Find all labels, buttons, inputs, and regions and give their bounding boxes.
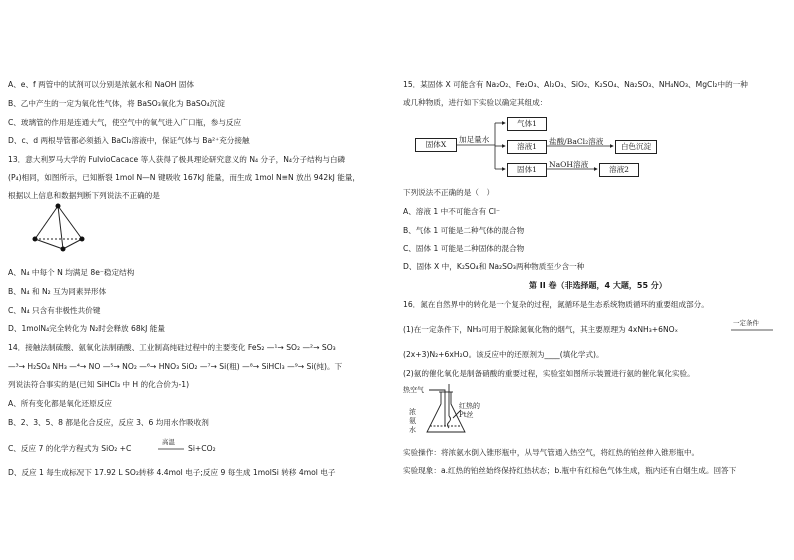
q15-stem-1: 15．某固体 X 可能含有 Na₂O₂、Fe₂O₃、Al₂O₃、SiO₂、K₂SO₄、Na₂SO₃、NH₄NO₃、MgCl₂中的一种: [403, 80, 748, 89]
q15-option-d: D、固体 X 中，K₂SO₄和 Na₂SO₃两种物质至少含一种: [403, 262, 585, 271]
q13-option-d: D、1molN₄完全转化为 N₂时会释放 68kJ 能量: [8, 324, 165, 333]
q16-stem: 16．氮在自然界中的转化是一个复杂的过程，氮循环是生态系统物质循环的重要组成部分。: [403, 300, 709, 309]
solution1-box: 溶液1: [507, 140, 547, 154]
solid-x-box: 固体X: [415, 138, 457, 152]
reaction-arrow: [158, 447, 186, 451]
conical-flask-apparatus: [417, 380, 477, 440]
gas1-box: 气体1: [507, 117, 547, 131]
q14-option-c-product: Si+CO₂: [188, 444, 216, 453]
q13-option-b: B、N₄ 和 N₂ 互为同素异形体: [8, 287, 107, 296]
solid1-box: 固体1: [507, 163, 547, 177]
n4-tetrahedron-figure: [30, 203, 90, 253]
q12-option-d: D、c、d 两根导管都必须插入 BaCl₂溶液中，保证气体与 Ba²⁺充分接触: [8, 136, 250, 145]
white-precipitate-box: 白色沉淀: [615, 140, 657, 154]
equilibrium-arrow: [731, 328, 775, 332]
q14-option-b: B、2、3、5、8 都是化合反应，反应 3、6 均用水作吸收剂: [8, 418, 209, 427]
q14-stem-1: 14．接触法制硫酸、氨氧化法制硝酸、工业制高纯硅过程中的主要变化 FeS₂ —¹→ SO₂ —²→ SO₃: [8, 343, 336, 352]
reagent1-label: 盐酸/BaCl₂溶液: [549, 137, 604, 146]
q12-option-a: A、e、f 两管中的试剂可以分别是浓氨水和 NaOH 固体: [8, 80, 195, 89]
q14-stem-3: 列说法符合事实的是(已知 SiHCl₃ 中 H 的化合价为-1): [8, 380, 190, 389]
q15-option-c: C、固体 1 可能是二种固体的混合物: [403, 244, 525, 253]
q14-option-c: C、反应 7 的化学方程式为 SiO₂ +C: [8, 444, 132, 453]
q16-part1: (1)在一定条件下，NH₃可用于脱除氮氧化物的烟气，其主要原理为 4xNH₃+6NOₓ: [403, 325, 679, 334]
q15-option-a: A、溶液 1 中不可能含有 Cl⁻: [403, 207, 501, 216]
q13-stem-3: 根据以上信息和数据判断下列说法不正确的是: [8, 191, 160, 200]
solution2-box: 溶液2: [599, 163, 639, 177]
q13-option-a: A、N₄ 中每个 N 均满足 8e⁻稳定结构: [8, 268, 135, 277]
add-water-label: 加足量水: [459, 135, 490, 144]
q14-option-d: D、反应 1 每生成标况下 17.92 L SO₂转移 4.4mol 电子;反应 9 每生成 1molSi 转移 4mol 电子: [8, 468, 336, 477]
q14-option-a: A、所有变化都是氧化还原反应: [8, 399, 112, 408]
q16-part1-cont: (2x+3)N₂+6xH₂O。该反应中的还原剂为____(填化学式)。: [403, 350, 604, 359]
q12-option-b: B、乙中产生的一定为氧化性气体，将 BaSO₃氧化为 BaSO₄沉淀: [8, 99, 225, 108]
q13-option-c: C、N₄ 只含有非极性共价键: [8, 306, 101, 315]
reagent2-label: NaOH溶液: [549, 160, 589, 169]
high-temp-condition: 高温: [162, 438, 175, 446]
q15-stem-2: 或几种物质，进行如下实验以确定其组成：: [403, 98, 548, 107]
q13-stem-2: (P₄)相同，如图所示，已知断裂 1mol N—N 键吸收 167kJ 能量，而生成 1mol N≡N 放出 942kJ 能量，: [8, 173, 361, 182]
conc-ammonia-label: 浓氨水: [409, 408, 416, 434]
hot-pt-label: 红热的Pt丝: [459, 402, 480, 419]
q15-option-b: B、气体 1 可能是二种气体的混合物: [403, 226, 525, 235]
q16-phenomenon: 实验现象：a.红热的铂丝始终保持红热状态；b.瓶中有红棕色气体生成，瓶内还有白烟生成。回答下: [403, 466, 737, 475]
q14-stem-2: —³→ H₂SO₄ NH₃ —⁴→ NO —⁵→ NO₂ —⁶→ HNO₃ SiO₂ —⁷→ Si(粗) —⁸→ SiHCl₃ —⁹→ Si(纯)。下: [8, 362, 343, 371]
q16-operation: 实验操作：将浓氨水倒入锥形瓶中，从导气管通入热空气，将红热的铂丝伸入锥形瓶中。: [403, 448, 700, 457]
q12-option-c: C、玻璃管的作用是连通大气，使空气中的氧气进入广口瓶，参与反应: [8, 118, 242, 127]
flowchart-arrows: [397, 0, 794, 200]
q15-question: 下列说法不正确的是（ ）: [403, 188, 495, 197]
section-title: 第 II 卷（非选择题，4 大题，55 分）: [529, 281, 667, 290]
hot-air-label: 热空气: [403, 386, 424, 394]
q16-part2: (2)氨的催化氧化是制备硝酸的重要过程，实验室如图所示装置进行氨的催化氧化实验。: [403, 369, 695, 378]
q13-stem-1: 13．意大利罗马大学的 FulvioCacace 等人获得了极具理论研究意义的 N₄ 分子，N₄分子结构与白磷: [8, 155, 346, 164]
reaction-condition: 一定条件: [733, 319, 759, 327]
